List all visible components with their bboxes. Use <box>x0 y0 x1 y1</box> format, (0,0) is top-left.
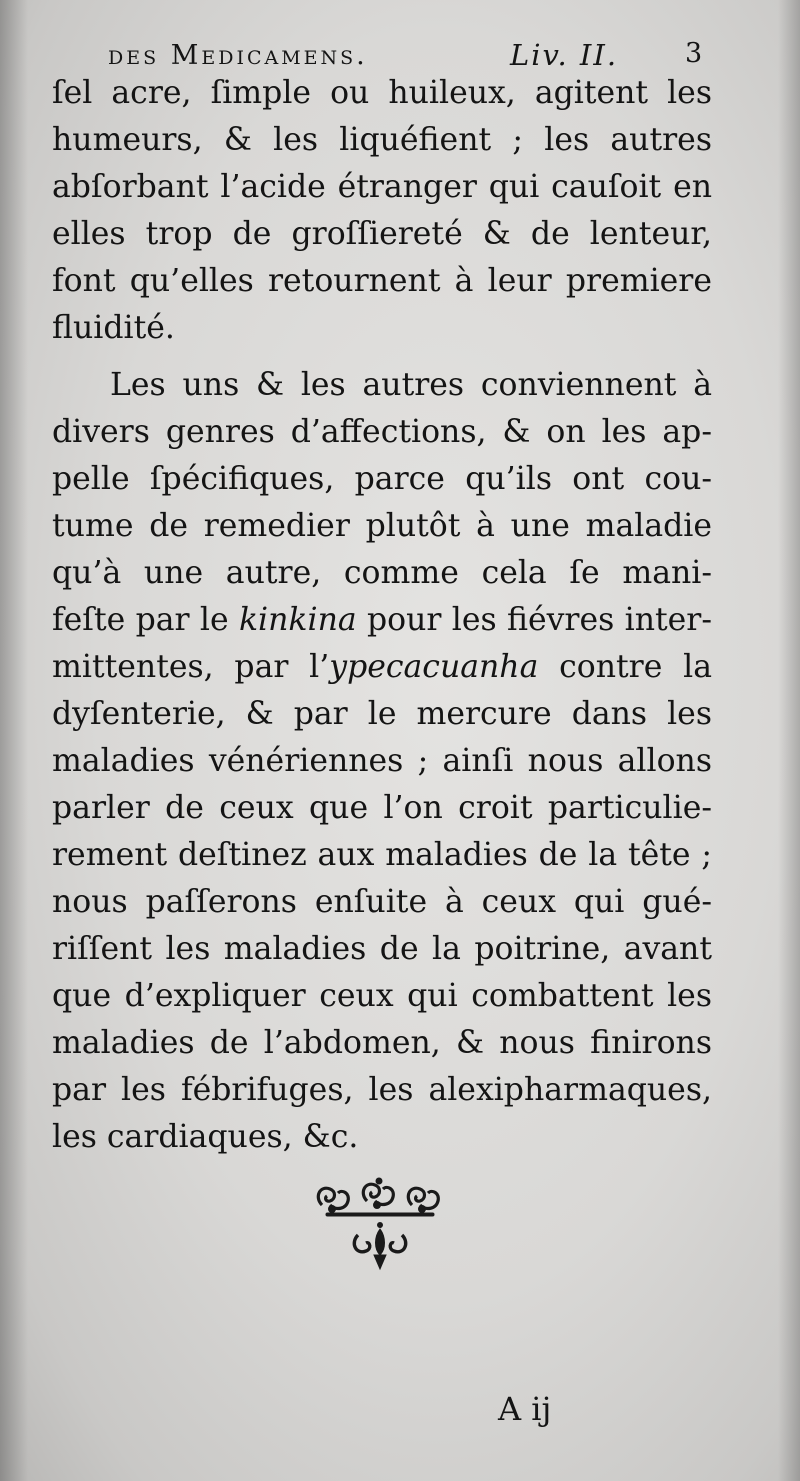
body-text <box>52 70 712 1161</box>
text-line: maladies vénériennes ; ainſi nous allons <box>52 743 712 779</box>
text-line: humeurs, & les liquéfient ; les autres <box>52 122 712 158</box>
italic-term-ypecacuanha: ypecacuanha <box>329 649 539 685</box>
text-line: que d’expliquer ceux qui combattent les <box>52 978 712 1014</box>
text-line: par les fébrifuges, les alexipharmaques, <box>52 1072 712 1108</box>
text-line: les cardiaques, &c. <box>52 1119 359 1155</box>
paragraph-1 <box>52 70 712 352</box>
fleuron-ornament-icon <box>310 1175 450 1275</box>
text-line: ſel acre, ſimple ou huileux, agitent les <box>52 75 712 111</box>
text-line: pelle ſpécifiques, parce qu’ils ont cou- <box>52 461 712 497</box>
signature-mark: A ij <box>498 1390 552 1428</box>
text-line: parler de ceux que l’on croit particulie- <box>52 790 712 826</box>
paragraph-2 <box>52 362 712 1161</box>
text-line: abſorbant l’acide étranger qui cauſoit en <box>52 169 712 205</box>
text-line: fluidité. <box>52 310 175 346</box>
text-line: rement deſtinez aux maladies de la tête ; <box>52 837 712 873</box>
text-line: font qu’elles retournent à leur premiere <box>52 263 712 299</box>
text-run: pour les fiévres inter- <box>356 602 712 638</box>
text-run: mittentes, par l’ <box>52 649 330 685</box>
text-line: tume de remedier plutôt à une maladie <box>52 508 712 544</box>
text-line: maladies de l’abdomen, & nous finirons <box>52 1025 712 1061</box>
book-reference: Liv. II. <box>510 38 619 72</box>
text-line <box>52 644 712 691</box>
text-line <box>52 597 712 644</box>
text-line: divers genres d’affections, & on les ap- <box>52 414 712 450</box>
italic-term-kinkina: kinkina <box>238 602 357 638</box>
text-line: elles trop de groſſiereté & de lenteur, <box>52 216 712 252</box>
page-number: 3 <box>685 38 705 69</box>
text-line: Les uns & les autres conviennent à <box>110 367 712 403</box>
text-line: qu’à une autre, comme cela ſe mani- <box>52 555 712 591</box>
text-line: dyſenterie, & par le mercure dans les <box>52 696 712 732</box>
text-line: nous paſſerons enſuite à ceux qui gué- <box>52 884 712 920</box>
text-run: feſte par le <box>52 602 239 638</box>
text-run: contre la <box>538 649 712 685</box>
running-head: des Medicamens. <box>108 40 368 71</box>
text-line: riſſent les maladies de la poitrine, avant <box>52 931 712 967</box>
